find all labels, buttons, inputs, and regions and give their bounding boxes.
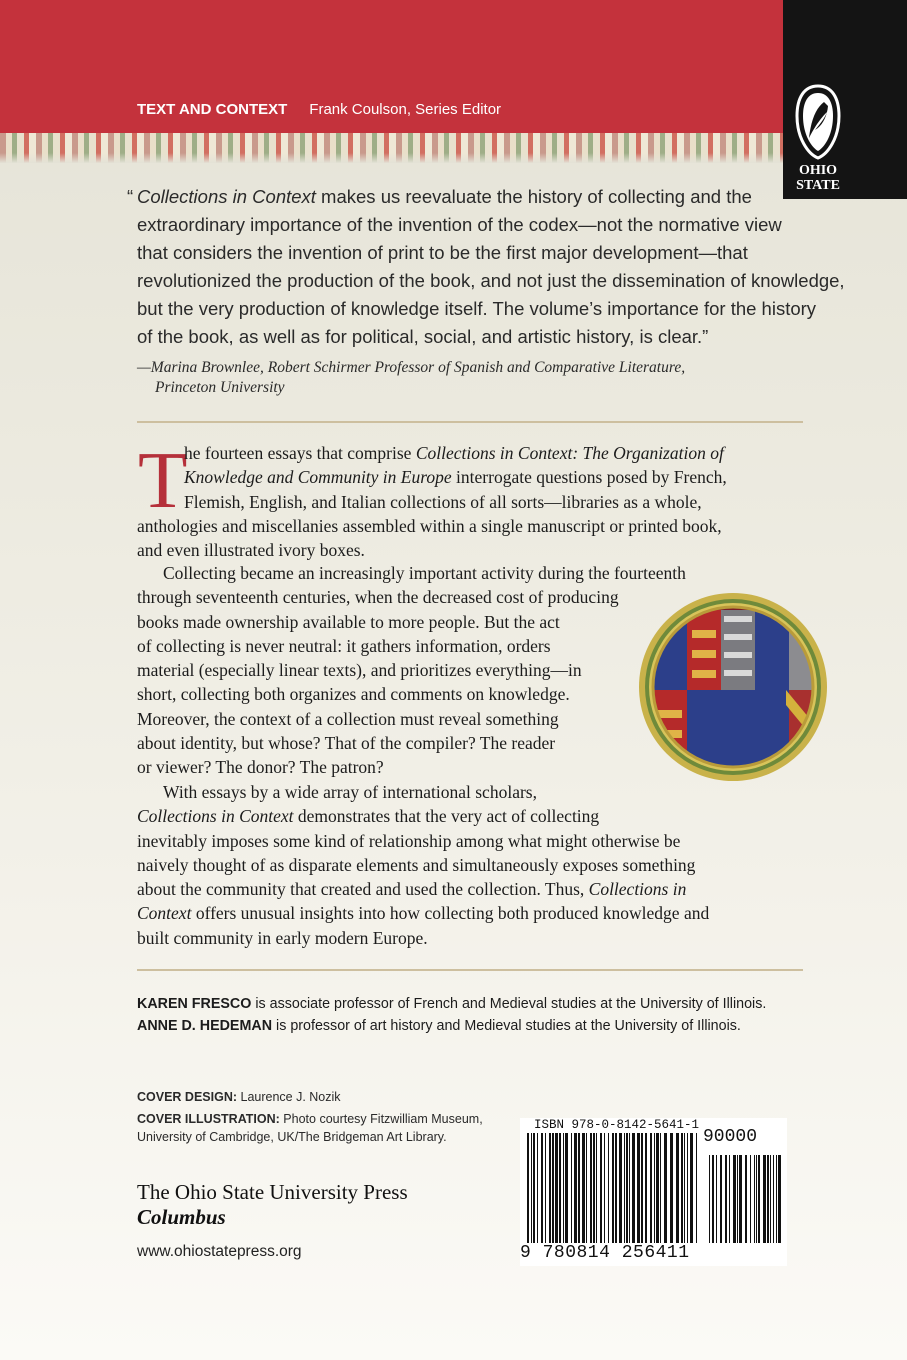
barcode-bar	[763, 1155, 766, 1243]
barcode-bar	[770, 1155, 771, 1243]
barcode-bar	[670, 1133, 673, 1243]
barcode-bar	[656, 1133, 659, 1243]
barcode-bar	[754, 1155, 755, 1243]
barcode-bar	[552, 1133, 554, 1243]
body-line	[137, 877, 787, 901]
logo-line-2: STATE	[796, 178, 840, 193]
quote-line: of the book, as well as for political, social, and artistic history, is clear.”	[137, 326, 709, 347]
body-line: and even illustrated ivory boxes.	[137, 540, 365, 561]
barcode-bar	[641, 1133, 643, 1243]
series-name: TEXT AND CONTEXT	[137, 101, 288, 118]
author-name: ANNE D. HEDEMAN	[137, 1018, 273, 1034]
quote-line: that considers the invention of print to be the first major development—that	[137, 242, 748, 263]
barcode-bar	[716, 1155, 717, 1243]
barcode-bar	[756, 1155, 757, 1243]
description-paragraph-1	[137, 435, 787, 562]
barcode-bar	[660, 1133, 661, 1243]
body-title: Collections in Context: The Organization of	[415, 443, 724, 463]
barcode-bar	[586, 1133, 587, 1243]
author-bio	[137, 993, 766, 1015]
author-bios	[137, 993, 766, 1037]
body-line: short, collecting both organizes and comments on knowledge.	[137, 684, 570, 705]
barcode-bar	[593, 1133, 595, 1243]
barcode-bar	[645, 1133, 647, 1243]
barcode-bar	[712, 1155, 714, 1243]
barcode-bar	[758, 1155, 760, 1243]
barcode-bar	[720, 1155, 722, 1243]
barcode-bar	[676, 1133, 679, 1243]
ean-digits: 9 780814 256411	[520, 1243, 690, 1263]
publisher-name: The Ohio State University Press	[137, 1180, 408, 1204]
decorative-border	[0, 133, 907, 163]
credit-line	[137, 1088, 483, 1106]
barcode-bar	[549, 1133, 551, 1243]
quote-attribution	[137, 358, 787, 398]
isbn-label: ISBN 978-0-8142-5641-1	[534, 1118, 700, 1132]
barcode-bar	[664, 1133, 667, 1243]
body-line: With essays by a wide array of international scholars,	[163, 782, 537, 802]
body-text: demonstrates that the very act of collecting	[293, 806, 600, 827]
barcode-bar	[596, 1133, 597, 1243]
barcode-bar	[531, 1133, 532, 1243]
logo-line-1: OHIO	[798, 163, 838, 178]
barcode-bar	[574, 1133, 577, 1243]
author-bio-text: is professor of art history and Medieval studies at the University of Illinois.	[272, 1018, 741, 1034]
barcode-bar	[559, 1133, 561, 1243]
body-text: interrogate questions posed by French,	[451, 467, 727, 488]
barcode-bar	[773, 1155, 774, 1243]
series-editor: Frank Coulson, Series Editor	[309, 101, 502, 118]
barcode-bar	[527, 1133, 529, 1243]
body-line: through seventeenth centuries, when the decreased cost of producing	[137, 587, 619, 608]
barcode-bar	[637, 1133, 640, 1243]
barcode-bar	[590, 1133, 592, 1243]
quote-title: Collections in Context	[137, 186, 316, 207]
divider	[137, 421, 803, 423]
publisher-url: www.ohiostatepress.org	[137, 1243, 302, 1260]
barcode-bar	[563, 1133, 564, 1243]
publisher-imprint	[137, 1180, 408, 1230]
barcode-bar	[654, 1133, 655, 1243]
barcode-bar	[737, 1155, 738, 1243]
body-line	[137, 901, 787, 925]
credit-label: COVER DESIGN:	[137, 1090, 238, 1104]
barcode-bar	[696, 1133, 697, 1243]
author-name: KAREN FRESCO	[137, 996, 252, 1012]
credit-line	[137, 1110, 483, 1128]
barcode-bar	[582, 1133, 585, 1243]
body-line	[137, 804, 787, 828]
barcode-bar	[565, 1133, 568, 1243]
body-line: about identity, but whose? That of the compiler? The reader	[137, 733, 556, 754]
barcode-bar	[767, 1155, 769, 1243]
barcode-bar	[629, 1133, 630, 1243]
barcode-bar	[555, 1133, 558, 1243]
cover-credits	[137, 1088, 483, 1146]
attribution-line: —Marina Brownlee, Robert Schirmer Professor of Spanish and Comparative Literature,	[137, 359, 686, 376]
body-line: books made ownership available to more people. But the act	[137, 611, 560, 632]
quote-line	[137, 183, 787, 211]
description-paragraph-3	[137, 780, 787, 950]
barcode-bar	[571, 1133, 572, 1243]
barcode-bar	[750, 1155, 751, 1243]
barcode-bar	[776, 1155, 777, 1243]
barcode-bar	[725, 1155, 727, 1243]
body-title: Context	[137, 903, 192, 924]
barcode-bar	[745, 1155, 747, 1243]
barcode-bar	[619, 1133, 622, 1243]
barcode-bar	[604, 1133, 605, 1243]
body-text: offers unusual insights into how collecting both produced knowledge and	[191, 903, 710, 924]
barcode-bar	[545, 1133, 546, 1243]
drop-cap: T	[138, 435, 188, 525]
body-title: Knowledge and Community in Europe	[184, 467, 452, 488]
credit-label: COVER ILLUSTRATION:	[137, 1112, 280, 1126]
author-bio	[137, 1015, 766, 1037]
quote-line: but the very production of knowledge itself. The volume’s importance for the history	[137, 298, 817, 319]
body-line: Flemish, English, and Italian collections of all sorts—libraries as a whole,	[184, 491, 702, 512]
body-text: he fourteen essays that comprise	[184, 443, 416, 463]
credit-line: University of Cambridge, UK/The Bridgeman Art Library.	[137, 1130, 447, 1144]
barcode-bar	[684, 1133, 685, 1243]
barcode-bar	[608, 1133, 609, 1243]
barcode-bar	[687, 1133, 688, 1243]
body-line: of collecting is never neutral: it gathers information, orders	[137, 635, 551, 656]
barcode-bar	[541, 1133, 543, 1243]
barcode-bar	[624, 1133, 625, 1243]
credit-value: Photo courtesy Fitzwilliam Museum,	[279, 1112, 483, 1126]
body-title: Collections in	[588, 879, 687, 900]
quote-line: revolutionized the production of the book, and not just the dissemination of knowledge,	[137, 270, 845, 291]
heraldic-medallion-image	[636, 590, 830, 784]
credit-value: Laurence J. Nozik	[237, 1090, 341, 1104]
barcode-bar	[650, 1133, 652, 1243]
barcode-bar	[600, 1133, 602, 1243]
body-line	[137, 441, 787, 465]
publisher-city: Columbus	[137, 1205, 226, 1229]
body-line: Collecting became an increasingly important activity during the fourteenth	[163, 563, 686, 583]
barcode-bar	[533, 1133, 535, 1243]
author-bio-text: is associate professor of French and Medieval studies at the University of Illinois.	[251, 996, 767, 1012]
body-line: naively thought of as disparate elements and simultaneously exposes something	[137, 854, 696, 875]
barcode-bar	[778, 1155, 781, 1243]
logo-wordmark	[783, 163, 853, 193]
price-code: 90000	[703, 1127, 758, 1147]
barcode-bar	[578, 1133, 580, 1243]
body-title: Collections in Context	[137, 806, 294, 827]
body-line: inevitably imposes some kind of relationship among what might otherwise be	[137, 830, 681, 851]
barcode-bar	[632, 1133, 635, 1243]
barcode-bar	[615, 1133, 617, 1243]
body-line	[137, 465, 787, 489]
body-text: about the community that created and used the collection. Thus,	[137, 879, 589, 900]
barcode-bar	[537, 1133, 538, 1243]
series-line	[137, 101, 501, 118]
attribution-line: Princeton University	[155, 379, 285, 396]
quill-shield-icon	[794, 84, 842, 160]
barcode-bar	[739, 1155, 742, 1243]
barcode-bar	[729, 1155, 730, 1243]
body-line: built community in early modern Europe.	[137, 927, 428, 948]
open-quote-mark: “	[127, 186, 134, 207]
barcode-bar	[709, 1155, 710, 1243]
barcode-bar	[733, 1155, 736, 1243]
barcode-bar	[626, 1133, 628, 1243]
body-line: material (especially linear texts), and prioritizes everything—in	[137, 660, 582, 681]
barcode-bar	[681, 1133, 683, 1243]
body-line: or viewer? The donor? The patron?	[137, 757, 384, 778]
divider	[137, 969, 803, 971]
body-line: Moreover, the context of a collection must reveal something	[137, 708, 559, 729]
body-line: anthologies and miscellanies assembled within a single manuscript or printed book,	[137, 515, 722, 536]
quote-line: extraordinary importance of the invention of the codex—not the normative view	[137, 214, 782, 235]
quote-line-1-text: makes us reevaluate the history of collecting and the	[315, 186, 752, 207]
barcode-bar	[690, 1133, 693, 1243]
barcode-bar	[612, 1133, 614, 1243]
